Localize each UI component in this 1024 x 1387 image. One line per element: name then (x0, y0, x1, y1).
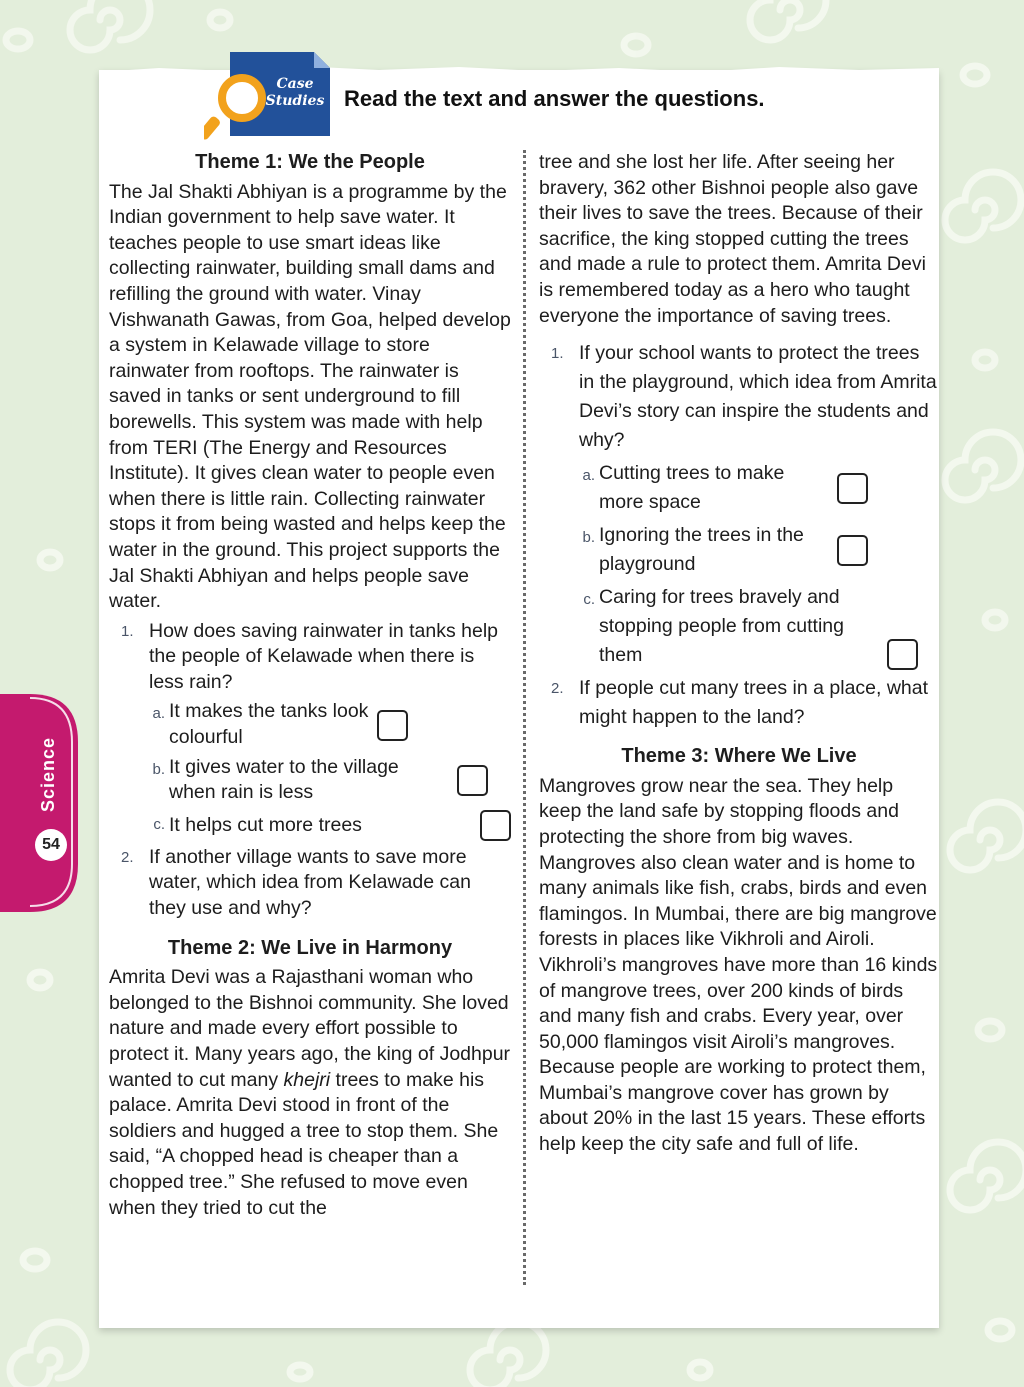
option-text: Caring for trees bravely and stopping people from cutting them (599, 586, 844, 667)
theme2-q1-option-c (539, 583, 939, 670)
theme3-passage: Mangroves grow near the sea. They help keep the land safe by stopping floods and protecting the shore from big waves. Mangroves also clean water and is home to many animals like fish, crabs, birds and even flamingos. In Mumbai, there are big mangrove forests in places like Vikhroli and Airoli. Vikhroli’s mangroves have more than 16 kinds of mangrove trees, over 200 kinds of birds and many fish and crabs. Every year, over 50,000 flamingos visit Airoli’s mangroves. Because people are working to protect them, Mumbai’s mangrove cover has grown by about 20% in the last 15 years. These efforts help keep the city safe and full of life. (539, 774, 938, 1156)
question-text: If your school wants to protect the trees in the playground, which idea from Amrita Devi’s story can inspire the students and why? (579, 342, 937, 452)
question-text: If people cut many trees in a place, what might happen to the land? (579, 677, 929, 729)
question-text: If another village wants to save more water, which idea from Kelawade can they use and why? (149, 845, 471, 920)
theme1-passage: The Jal Shakti Abhiyan is a programme by the Indian government to help save water. It teaches people to use smart ideas like collecting rainwater, building small dams and refilling the ground with water. Vinay Vishwanath Gawas, from Goa, helped develop a system in Kelawade village to store rainwater from rooftops. The rainwater is saved in tanks or sent underground to fill borewells. This system was made with help from TERI (The Energy and Resources Institute). It gives clean water to people even when there is little rain. Collecting rainwater stops it from being wasted and helps keep the water in the ground. This project supports the Jal Shakti Abhiyan and helps people save water. (109, 180, 511, 613)
theme2-q1-option-b (539, 521, 939, 579)
option-label: a. (152, 705, 165, 723)
question-number: 2. (121, 848, 134, 866)
question-number: 1. (551, 345, 564, 363)
option-text: Ignoring the trees in the playground (599, 524, 804, 576)
question-number: 2. (551, 680, 564, 698)
page-number: 54 (35, 829, 67, 861)
answer-checkbox[interactable] (887, 639, 918, 670)
case-studies-header (204, 52, 854, 142)
theme2-text-part2: trees to make his palace. Amrita Devi stood in front of the soldiers and hugged a tree to stop them. She said, “A chopped head is cheaper than a chopped tree.” She refused to move even when they tried to cut the (109, 1068, 499, 1219)
column-divider (523, 150, 526, 1285)
option-text: It makes the tanks look colourful (169, 700, 369, 749)
theme1-question-1 (109, 619, 511, 696)
theme1-q1-option-a (109, 699, 511, 750)
theme1-question-2 (109, 845, 511, 922)
theme2-passage-continued: tree and she lost her life. After seeing her bravery, 362 other Bishnoi people also gave their lives to save the trees. Because of their sacrifice, the king stopped cutting the trees and made a rule to protect them. Amrita Devi is remembered today as a hero who taught everyone the importance of saving trees. (539, 151, 926, 327)
theme1-q1-option-c (109, 810, 511, 841)
theme3-title: Theme 3: Where We Live (621, 745, 857, 768)
theme2-q1-option-a (539, 459, 939, 517)
theme2-text-part1: Amrita Devi was a Rajasthani woman who belonged to the Bishnoi community. She loved nature and made every effort possible to protect it. Many years ago, the king of Jodhpur wanted to cut many (109, 966, 511, 1091)
option-text: It gives water to the village when rain is less (169, 755, 399, 804)
badge-label: Case Studies (265, 76, 325, 109)
answer-checkbox[interactable] (377, 710, 408, 741)
instruction-heading: Read the text and answer the questions. (344, 86, 765, 111)
subject-label: Science (38, 736, 58, 812)
answer-checkbox[interactable] (837, 535, 868, 566)
option-label: c. (583, 591, 595, 609)
theme1-q1-option-b (109, 755, 511, 806)
option-label: c. (153, 815, 165, 833)
option-text: Cutting trees to make more space (599, 462, 785, 514)
answer-checkbox[interactable] (480, 810, 511, 841)
right-column (539, 150, 939, 1158)
theme2-passage (109, 965, 511, 1221)
answer-checkbox[interactable] (837, 473, 868, 504)
option-label: a. (582, 467, 595, 485)
question-text: How does saving rainwater in tanks help the people of Kelawade when there is less rain? (149, 619, 499, 693)
theme2-question-2 (539, 674, 939, 732)
option-text: It helps cut more trees (169, 813, 362, 836)
option-label: b. (582, 529, 595, 547)
question-number: 1. (121, 622, 134, 640)
theme2-title: Theme 2: We Live in Harmony (167, 936, 453, 959)
left-column (109, 150, 511, 1221)
theme2-question-1 (539, 339, 939, 455)
theme1-title: Theme 1: We the People (195, 151, 425, 173)
answer-checkbox[interactable] (457, 765, 488, 796)
theme2-text-italic: khejri (283, 1068, 331, 1091)
option-label: b. (152, 760, 165, 778)
